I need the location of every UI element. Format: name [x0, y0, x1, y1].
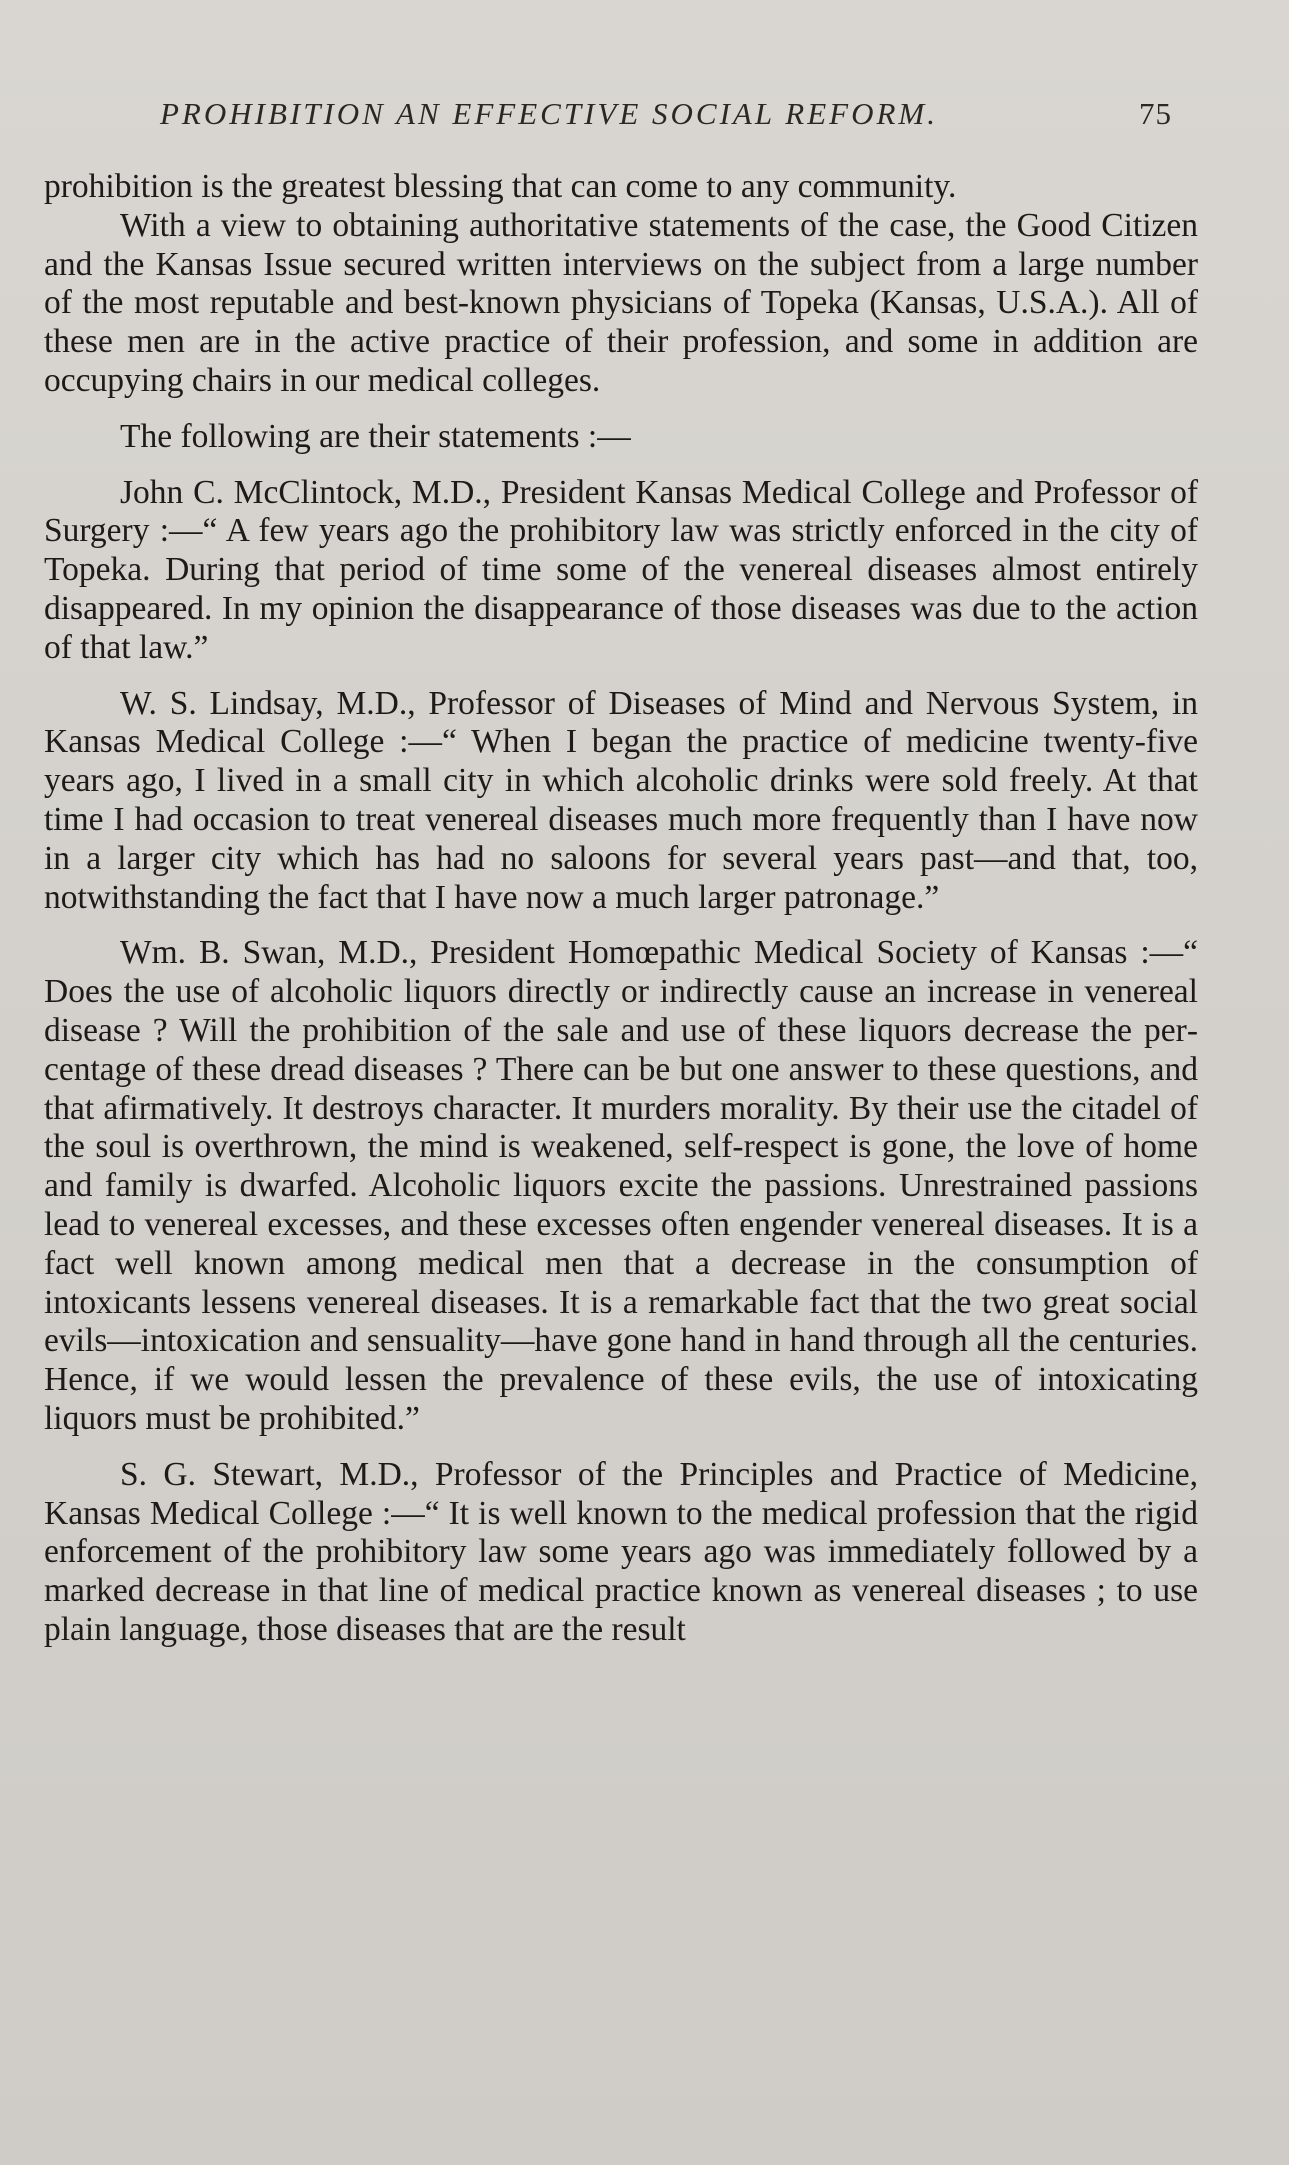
paragraph-lindsay: W. S. Lindsay, M.D., Professor of Diseases of Mind and Nervous System, in Kansas Medical College :—“ When I began the practice of medicine twenty-five years ago, I lived in a small city in which alcoholic drinks were sold freely. At that time I had occasion to treat venereal diseases much more frequently than I have now in a larger city which has had no saloons for several years past—and that, too, notwithstanding the fact that I have now a much larger patronage.”: [44, 684, 1198, 916]
body-text: [44, 168, 1198, 1650]
paragraph-mcclintock: John C. McClintock, M.D., President Kansas Medical College and Professor of Surgery :—“ A few years ago the prohibitory law was strictly enforced in the city of Topeka. During that period of time some of the venereal diseases almost entirely disappeared. In my opinion the disappearance of those diseases was due to the action of that law.”: [44, 473, 1198, 666]
paragraph-continuation: prohibition is the greatest blessing that can come to any community.: [44, 168, 957, 205]
running-head: [160, 96, 1172, 140]
paragraph-statements-intro: The following are their statements :—: [120, 417, 631, 455]
running-head-title: PROHIBITION AN EFFECTIVE SOCIAL REFORM.: [160, 96, 938, 131]
page-number: 75: [1139, 96, 1172, 131]
paragraph-authoritative-statements: With a view to obtaining authoritative statements of the case, the Good Citizen and the Kansas Issue secured written interviews on the subject from a large number of the most reputable and best-known physicians of Topeka (Kansas, U.S.A.). All of these men are in the active practice of their profession, and some in addition are occupying chairs in our medical colleges.: [44, 206, 1198, 399]
paragraph-swan: Wm. B. Swan, M.D., President Homœpathic Medical Society of Kansas :—“ Does the use of alcoholic liquors directly or indirectly cause an increase in venereal disease ? Will the prohibition of the sale and use of these liquors decrease the percentage of these dread diseases ? There can be but one answer to these questions, and that afirmatively. It destroys character. It murders morality. By their use the citadel of the soul is overthrown, the mind is weakened, self-respect is gone, the love of home and family is dwarfed. Alcoholic liquors excite the passions. Unrestrained passions lead to venereal excesses, and these excesses often engender venereal diseases. It is a fact well known among medical men that a decrease in the consumption of intoxicants lessens venereal diseases. It is a remarkable fact that the two great social evils—intoxication and sensuality—have gone hand in hand through all the centuries. Hence, if we would lessen the prevalence of these evils, the use of intoxicating liquors must be prohibited.”: [44, 934, 1198, 1437]
paragraph-stewart: S. G. Stewart, M.D., Professor of the Principles and Practice of Medicine, Kansas Medical College :—“ It is well known to the medical profession that the rigid enforcement of the prohibitory law some years ago was immediately followed by a marked decrease in that line of medical practice known as venereal diseases ; to use plain language, those diseases that are the result: [44, 1455, 1198, 1648]
